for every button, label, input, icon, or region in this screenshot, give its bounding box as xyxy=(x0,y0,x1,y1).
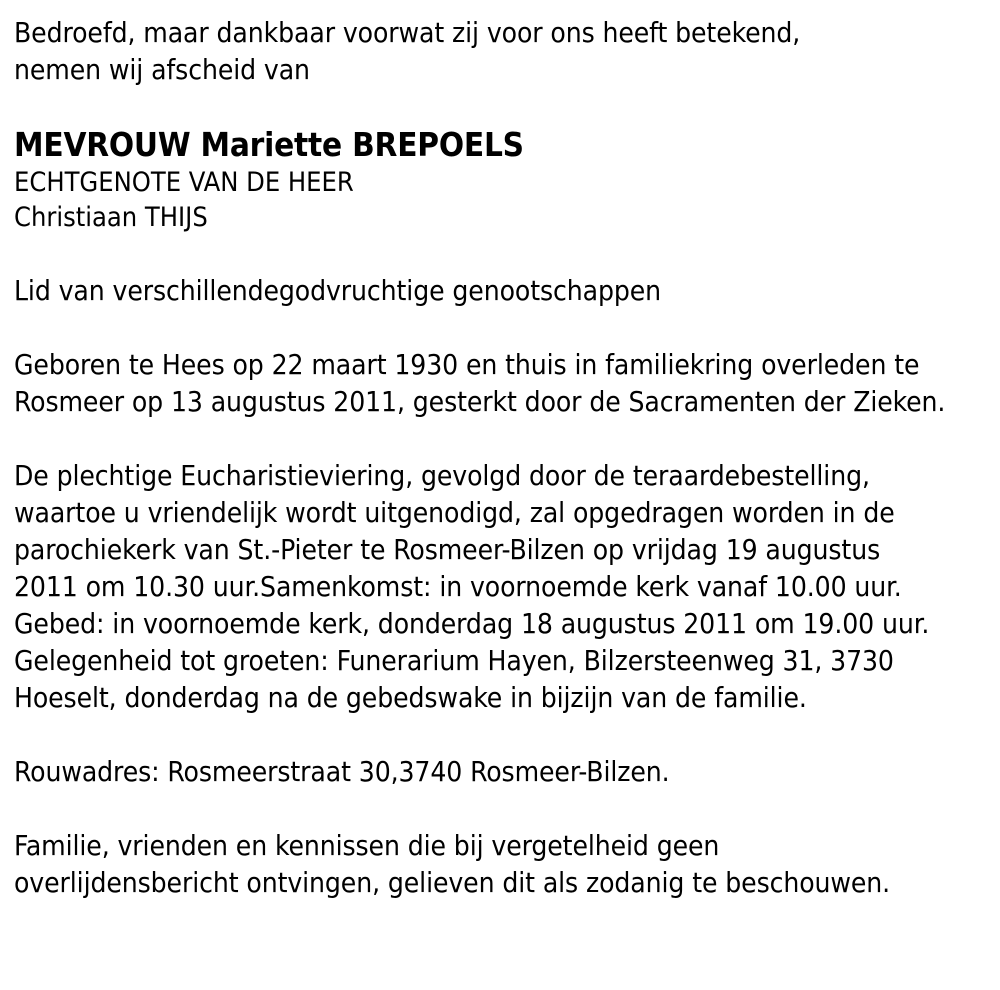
life-dates-line-1: Geboren te Hees op 22 maart 1930 en thuis in familiekring overleden te xyxy=(14,348,920,381)
mourning-address-paragraph xyxy=(14,753,990,790)
life-dates-line-2: Rosmeer op 13 augustus 2011, gesterkt door de Sacramenten der Zieken. xyxy=(14,385,946,418)
closing-line-1: Familie, vrienden en kennissen die bij vergetelheid geen xyxy=(14,829,720,862)
intro-line-1: Bedroefd, maar dankbaar voorwat zij voor ons heeft betekend, xyxy=(14,16,801,49)
memberships-paragraph xyxy=(14,272,990,309)
intro-line-2: nemen wij afscheid van xyxy=(14,53,310,86)
service-line-7: Hoeselt, donderdag na de gebedswake in bijzijn van de familie. xyxy=(14,681,807,714)
service-line-4: 2011 om 10.30 uur.Samenkomst: in voornoemde kerk vanaf 10.00 uur. xyxy=(14,570,902,603)
deceased-block xyxy=(14,125,990,235)
service-line-1: De plechtige Eucharistieviering, gevolgd door de teraardebestelling, xyxy=(14,459,870,492)
service-line-3: parochiekerk van St.-Pieter te Rosmeer-Bilzen op vrijdag 19 augustus xyxy=(14,533,881,566)
mourning-address-line: Rouwadres: Rosmeerstraat 30,3740 Rosmeer-Bilzen. xyxy=(14,755,670,788)
service-line-2: waartoe u vriendelijk wordt uitgenodigd, zal opgedragen worden in de xyxy=(14,496,895,529)
intro-paragraph xyxy=(14,14,990,88)
closing-line-2: overlijdensbericht ontvingen, gelieven dit als zodanig te beschouwen. xyxy=(14,866,891,899)
spacer-after-mourning-address xyxy=(14,790,990,827)
life-dates-paragraph xyxy=(14,346,990,420)
service-line-5: Gebed: in voornoemde kerk, donderdag 18 augustus 2011 om 19.00 uur. xyxy=(14,607,930,640)
closing-paragraph xyxy=(14,827,990,901)
deceased-relation-label: ECHTGENOTE VAN DE HEER xyxy=(14,167,354,198)
spacer-after-deceased xyxy=(14,235,990,272)
deceased-spouse-name: Christiaan THIJS xyxy=(14,202,208,233)
memberships-line: Lid van verschillendegodvruchtige genootschappen xyxy=(14,274,662,307)
spacer-after-memberships xyxy=(14,309,990,346)
service-line-6: Gelegenheid tot groeten: Funerarium Hayen, Bilzersteenweg 31, 3730 xyxy=(14,644,894,677)
spacer-after-life-dates xyxy=(14,420,990,457)
deceased-name-heading: MEVROUW Mariette BREPOELS xyxy=(14,125,524,164)
spacer-after-service xyxy=(14,716,990,753)
spacer-after-intro xyxy=(14,88,990,125)
service-details-paragraph xyxy=(14,457,990,716)
